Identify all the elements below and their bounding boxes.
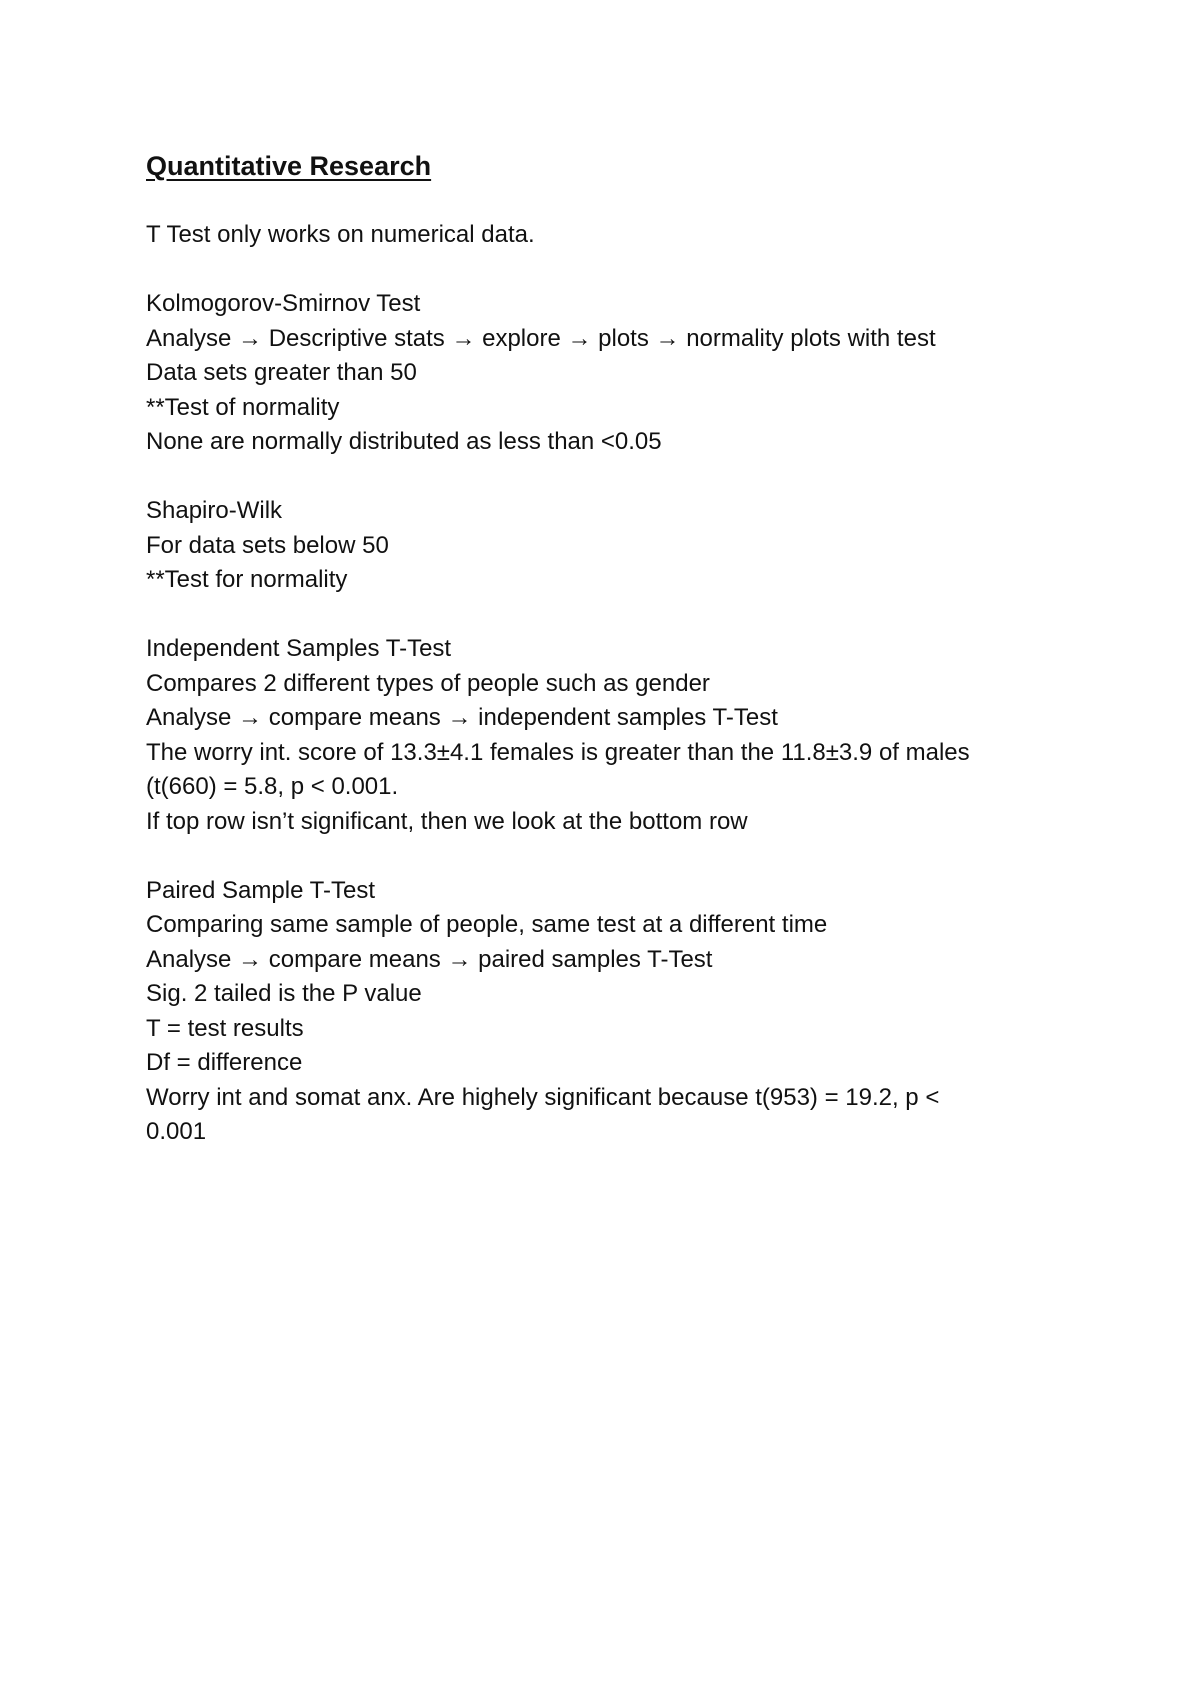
section-heading: Shapiro-Wilk: [146, 497, 283, 524]
text-line: Sig. 2 tailed is the P value: [146, 980, 422, 1007]
text-line: Df = difference: [146, 1049, 303, 1076]
text-line: For data sets below 50: [146, 531, 389, 559]
text-line: 0.001: [146, 1118, 207, 1145]
text-line: None are normally distributed as less than <0.05: [146, 428, 662, 455]
text-line: T = test results: [146, 1014, 304, 1042]
text-line: If top row isn’t significant, then we look at the bottom row: [146, 807, 748, 835]
text-line: T Test only works on numerical data.: [146, 221, 535, 248]
text-line: Data sets greater than 50: [146, 359, 417, 386]
section-paired-sample: [146, 874, 1066, 1150]
section-heading: Independent Samples T-Test: [146, 635, 452, 662]
page-title: Quantitative Research: [146, 151, 432, 181]
section-shapiro-wilk: [146, 494, 1066, 598]
text-line: **Test of normality: [146, 393, 340, 421]
text-line: Analyse → compare means → paired samples T-Test: [146, 945, 713, 973]
text-line: **Test for normality: [146, 566, 348, 593]
section-independent-samples: [146, 632, 1066, 839]
text-line: (t(660) = 5.8, p < 0.001.: [146, 773, 399, 800]
text-line: Comparing same sample of people, same test at a different time: [146, 911, 828, 938]
text-line: Analyse → Descriptive stats → explore → plots → normality plots with test: [146, 324, 936, 352]
text-line: Worry int and somat anx. Are highely significant because t(953) = 19.2, p <: [146, 1083, 940, 1111]
section-heading: Kolmogorov-Smirnov Test: [146, 290, 421, 317]
document-body: [146, 148, 1066, 1184]
section-kolmogorov-smirnov: [146, 287, 1066, 460]
section-intro: [146, 218, 1066, 253]
text-line: Compares 2 different types of people such as gender: [146, 669, 710, 697]
section-heading: Paired Sample T-Test: [146, 876, 375, 904]
text-line: Analyse → compare means → independent samples T-Test: [146, 704, 778, 731]
text-line: The worry int. score of 13.3±4.1 females is greater than the 11.8±3.9 of males: [146, 738, 970, 766]
